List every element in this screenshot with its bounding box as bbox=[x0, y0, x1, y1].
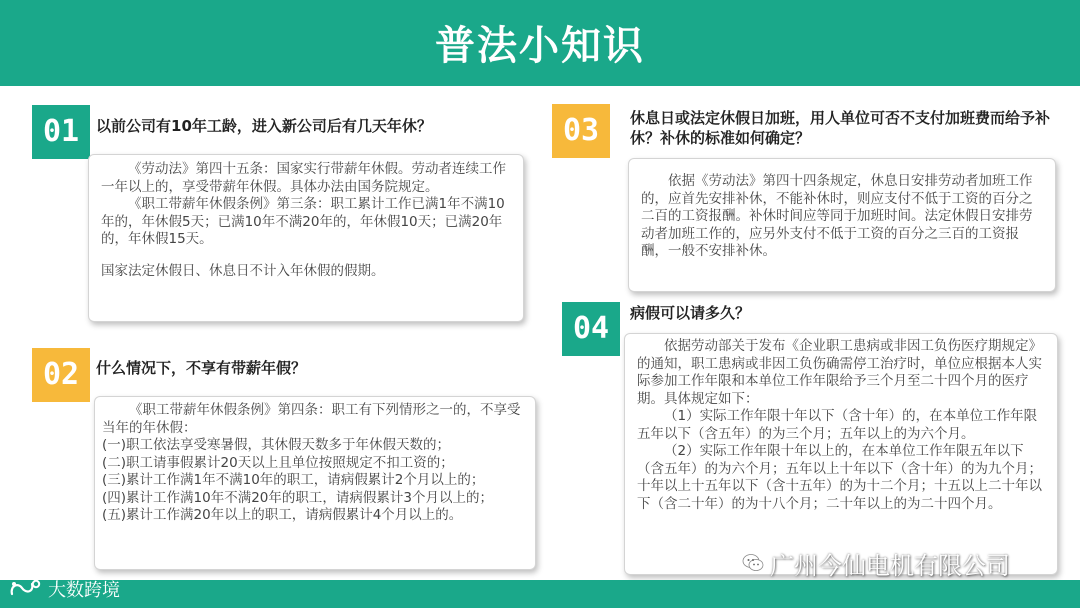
answer-paragraph: 《职工带薪年休假条例》第四条：职工有下列情形之一的，不享受当年的年休假： bbox=[102, 402, 521, 436]
watermark-left bbox=[8, 574, 120, 604]
section-question-01: 以前公司有10年工龄，进入新公司后有几天年休？ bbox=[96, 117, 432, 135]
wechat-icon bbox=[742, 552, 764, 574]
section-answer-card-02 bbox=[94, 396, 536, 570]
watermark-right bbox=[742, 546, 1010, 580]
section-answer-card-01 bbox=[88, 154, 524, 322]
answer-list-item: (四)累计工作满10年不满20年的职工，请病假累计3个月以上的； bbox=[102, 489, 493, 506]
watermark-left-text: 大数跨境 bbox=[48, 580, 120, 601]
answer-paragraph: 《职工带薪年休假条例》第三条：职工累计工作已满1年不满10年的，年休假5天；已满10年不满20年的，年休假10天；已满20年的，年休假15天。 bbox=[101, 196, 505, 247]
section-number-03: 03 bbox=[552, 104, 610, 158]
answer-paragraph: 依据劳动部关于发布《企业职工患病或非因工负伤医疗期规定》的通知，职工患病或非因工负伤确需停工治疗时，单位应根据本人实际参加工作年限和本单位工作年限给予三个月至二十四个月的医疗期。具体规定如下： bbox=[637, 338, 1042, 407]
section-answer-card-03 bbox=[628, 158, 1056, 292]
section-number-01: 01 bbox=[32, 105, 90, 159]
answer-list-item: (二)职工请事假累计20天以上且单位按照规定不扣工资的； bbox=[102, 454, 454, 471]
answer-list-item: (一)职工依法享受寒暑假，其休假天数多于年休假天数的； bbox=[102, 437, 451, 453]
answer-paragraph: 依据《劳动法》第四十四条规定，休息日安排劳动者加班工作的，应首先安排补休，不能补休时，则应支付不低于工资的百分之二百的工资报酬。补休时间应等同于加班时间。法定休假日安排劳动者加班工作的，应另外支付不低于工资的百分之三百的工资报酬，一般不安排补休。 bbox=[641, 173, 1033, 259]
watermark-right-text: 广州今仙电机有限公司 bbox=[770, 551, 1010, 580]
section-number-04: 04 bbox=[562, 302, 620, 356]
section-number-02: 02 bbox=[32, 348, 90, 402]
answer-paragraph: 《劳动法》第四十五条：国家实行带薪年休假。劳动者连续工作一年以上的，享受带薪年休假。具体办法由国务院规定。 bbox=[101, 161, 506, 195]
answer-paragraph: （2）实际工作年限十年以上的，在本单位工作年限五年以下（含五年）的为六个月；五年以上十年以下（含十年）的为九个月；十年以上十五年以下（含十五年）的为十二个月；十五以上二十年以下（含二十年）的为十八个月；二十年以上的为二十四个月。 bbox=[637, 443, 1042, 512]
dashuju-logo-icon bbox=[8, 578, 44, 600]
header-bar bbox=[0, 0, 1080, 86]
section-question-02: 什么情况下，不享有带薪年假？ bbox=[96, 359, 307, 377]
section-question-04: 病假可以请多久？ bbox=[630, 304, 751, 322]
page-title: 普法小知识 bbox=[435, 23, 645, 69]
answer-paragraph: （1）实际工作年限十年以下（含十年）的，在本单位工作年限五年以下（含五年）的为三个月；五年以上的为六个月。 bbox=[637, 408, 1038, 442]
answer-list-item: (五)累计工作满20年以上的职工，请病假累计4个月以上的。 bbox=[102, 507, 463, 523]
footer-bar bbox=[0, 580, 1080, 608]
answer-paragraph: 国家法定休假日、休息日不计入年休假的假期。 bbox=[101, 262, 385, 279]
section-question-03: 休息日或法定休假日加班，用人单位可否不支付加班费而给予补休？补休的标准如何确定？ bbox=[630, 109, 1051, 147]
section-answer-card-04 bbox=[624, 333, 1058, 575]
answer-list-item: (三)累计工作满1年不满10年的职工，请病假累计2个月以上的； bbox=[102, 472, 485, 488]
